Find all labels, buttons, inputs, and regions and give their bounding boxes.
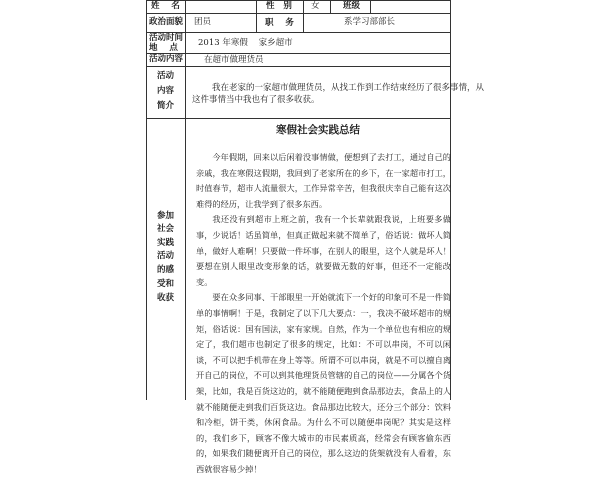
activity-content-value: 在超市做理货员 xyxy=(204,55,264,65)
col-line xyxy=(330,0,331,13)
essay-paragraph: 我还没有到超市上班之前，我有一个长辈就跟我说，上班要多做事，少说话！话虽简单，但真正做起来就不简单了，俗话说：做坏人简单，做好人难啊！只要做一件坏事，在别人的眼里，这个人就是坏人！要想在别人眼里改变形象的话，就要做无数的好事，但还不一定能改变。 xyxy=(196,214,451,287)
brief-label-2: 内容 xyxy=(157,86,175,96)
feelings-label-6: 受和 xyxy=(157,279,175,289)
table-border-left xyxy=(146,0,147,400)
row-line xyxy=(146,32,451,33)
time-label: 活动时间 xyxy=(149,33,184,43)
brief-label-1: 活动 xyxy=(157,71,175,81)
col-line xyxy=(370,0,371,13)
brief-label-3: 简介 xyxy=(157,101,175,111)
row-line xyxy=(146,66,451,67)
gender-label: 性 别 xyxy=(266,1,292,11)
essay-title: 寒假社会实践总结 xyxy=(276,124,360,136)
time-place-value: 2013 年寒假 家乡超市 xyxy=(198,38,293,48)
position-value: 系学习部部长 xyxy=(344,17,396,27)
feelings-label-7: 收获 xyxy=(157,293,175,303)
political-status-label: 政治面貌 xyxy=(149,17,184,27)
table-border-top xyxy=(146,0,450,1)
essay-paragraph: 今年假期，回来以后闲着没事情做，便想到了去打工，通过自己的亲戚，我在寒假这假期，我回到了老家所在的乡下，在一家超市打工，时值春节，超市人流量很大，工作异常辛苦，但我很庆幸自己能有这次难得的经历，让我学到了很多东西。 xyxy=(196,152,451,209)
feelings-label-1: 参加 xyxy=(157,211,175,221)
col-line xyxy=(303,0,304,32)
place-label: 地 点 xyxy=(149,43,178,53)
row-line xyxy=(146,53,451,54)
essay-paragraph: 要在众多同事、干部眼里一开始就流下一个好的印象可不是一件简单的事情啊！于是，我制定了以下几大要点：一，我决不破坏超市的规矩，俗话说：国有国法，家有家规。自然，作为一个单位也有相应的规定了，我们超市也制定了很多的规定，比如：不可以串岗，不可以闲谈，不可以把手机带在身上等等。所谓不可以串岗，就是不可以擅自离开自己的岗位，不可以到其他理货员管辖的自己的岗位——分属各个货架，比如，我是百货这边的，就不能随便跑到食品那边去，食品上的人就不能随便走到我们百货这边。食品那边比较大，还分三个部分：饮料和冷柜，饼干类，休闲食品。为什么不可以随便串岗呢？其实是这样的，我们乡下，顾客不像大城市的市民素质高，经常会有顾客偷东西的，如果我们随便离开自己的岗位，那么这边的货架就没有人看着，东西就很容易少掉！ xyxy=(196,292,451,474)
political-status-value: 团员 xyxy=(194,17,212,27)
name-label: 姓 名 xyxy=(151,1,180,11)
row-line xyxy=(146,118,451,119)
feelings-label-2: 社会 xyxy=(157,224,175,234)
position-label: 职 务 xyxy=(265,18,294,28)
feelings-label-3: 实践 xyxy=(157,238,175,248)
row-line xyxy=(146,13,451,14)
col-line-label xyxy=(185,0,186,400)
feelings-label-4: 活动 xyxy=(157,251,175,261)
essay-body xyxy=(196,150,451,477)
col-line xyxy=(256,0,257,32)
feelings-label-5: 的感 xyxy=(157,265,175,275)
activity-content-label: 活动内容 xyxy=(149,54,184,64)
gender-value: 女 xyxy=(311,1,320,11)
brief-text-line-2: 这件事情当中我也有了很多收获。 xyxy=(192,95,320,105)
grade-label: 班级 xyxy=(343,1,361,11)
brief-text-line-1: 我在老家的一家超市做理货员，从找工作到工作结束经历了很多事情，从 xyxy=(212,83,485,93)
